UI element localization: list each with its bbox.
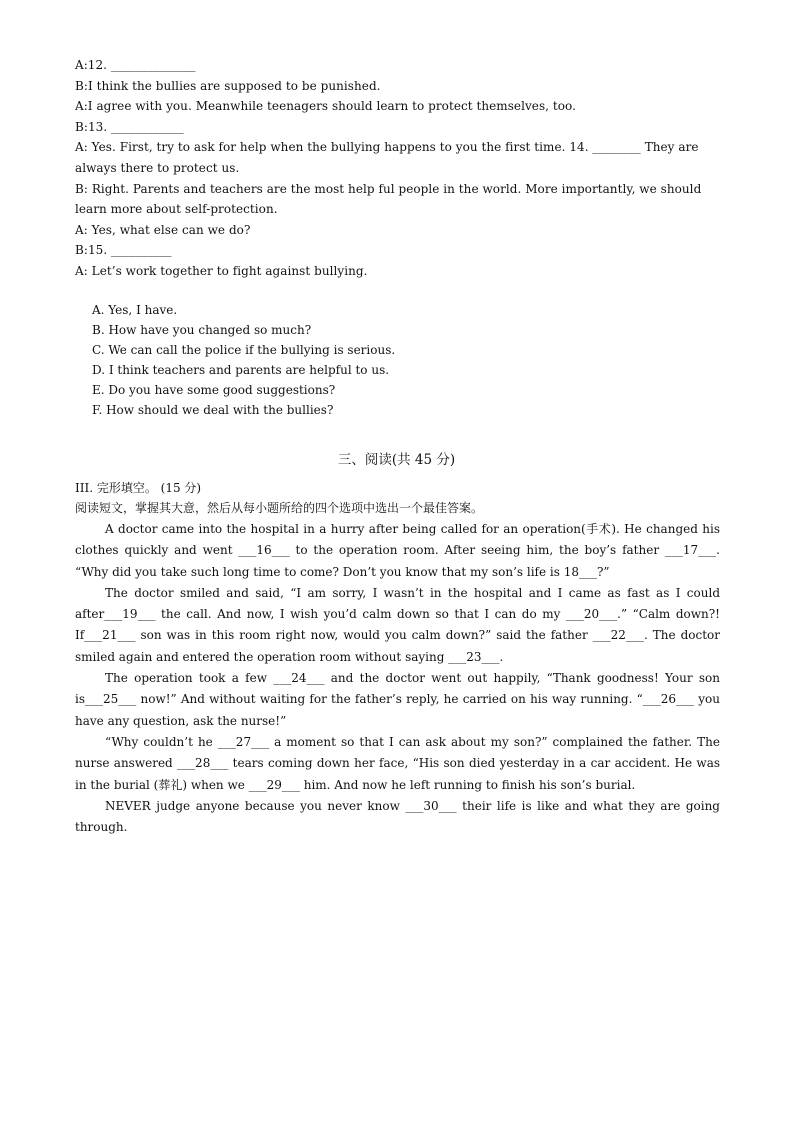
dialogue-line: B:I think the bullies are supposed to be punished. [75, 78, 381, 93]
option-e: E. Do you have some good suggestions? [92, 383, 336, 397]
cloze-passage [75, 519, 720, 838]
dialogue-section [75, 55, 725, 282]
dialogue-line: A:I agree with you. Meanwhile teenagers should learn to protect themselves, too. [75, 99, 576, 114]
option-c: C. We can call the police if the bullying is serious. [92, 343, 396, 357]
answer-options [92, 300, 692, 420]
dialogue-line: A: Let’s work together to fight against bullying. [75, 263, 368, 278]
cloze-instruction: 阅读短文，掌握其大意，然后从每小题所给的四个选项中选出一个最佳答案。 [75, 501, 484, 515]
passage-paragraph: NEVER judge anyone because you never know ___30___ their life is like and what they are going through. [75, 798, 720, 835]
cloze-heading: III. 完形填空。 (15 分) [75, 481, 202, 495]
dialogue-line: A: Yes, what else can we do? [75, 222, 251, 237]
dialogue-line-12: A:12. ______________ [75, 58, 196, 72]
dialogue-line: B: Right. Parents and teachers are the most help ful people in the world. More importantly, we should learn more about self-protection. [75, 181, 702, 217]
dialogue-line-15: B:15. __________ [75, 243, 172, 258]
dialogue-line-13: B:13. ____________ [75, 119, 184, 134]
passage-paragraph: “Why couldn’t he ___27___ a moment so that I can ask about my son?” complained the father. The nurse answered ___28___ tears coming down her face, “His son died yesterday in a car accident. He was in the burial (葬礼) when we ___29___ him. And now he left running to finish his son’s burial. [75, 734, 720, 792]
cloze-header [75, 478, 725, 518]
option-b: B. How have you changed so much? [92, 323, 312, 337]
option-f: F. How should we deal with the bullies? [92, 403, 334, 417]
option-a: A. Yes, I have. [92, 303, 178, 317]
section-title: 三、阅读(共 45 分) [337, 452, 456, 468]
passage-paragraph: The operation took a few ___24___ and the doctor went out happily, “Thank goodness! Your son is___25___ now!” And without waiting for the father’s reply, he carried on his way running. “___26___ you have any question, ask the nurse!” [75, 671, 720, 728]
dialogue-line-14: A: Yes. First, try to ask for help when the bullying happens to you the first time. 14. ________ They are always there to protect us. [75, 140, 699, 175]
passage-paragraph: The doctor smiled and said, “I am sorry, I wasn’t in the hospital and I came as fast as I could after___19___ the call. And now, I wish you’d calm down so that I can do my ___20___.” “Calm down?! If___21___ son was in this room right now, would you calm down?” said the father ___22___. The doctor smiled again and entered the operation room without saying ___23___. [75, 585, 720, 664]
option-d: D. I think teachers and parents are helpful to us. [92, 363, 390, 377]
passage-paragraph: A doctor came into the hospital in a hurry after being called for an operation(手术). He changed his clothes quickly and went ___16___ to the operation room. After seeing him, the boy’s father ___17___. “Why did you take such long time to come? Don’t you know that my son’s life is 18___?” [75, 522, 720, 579]
